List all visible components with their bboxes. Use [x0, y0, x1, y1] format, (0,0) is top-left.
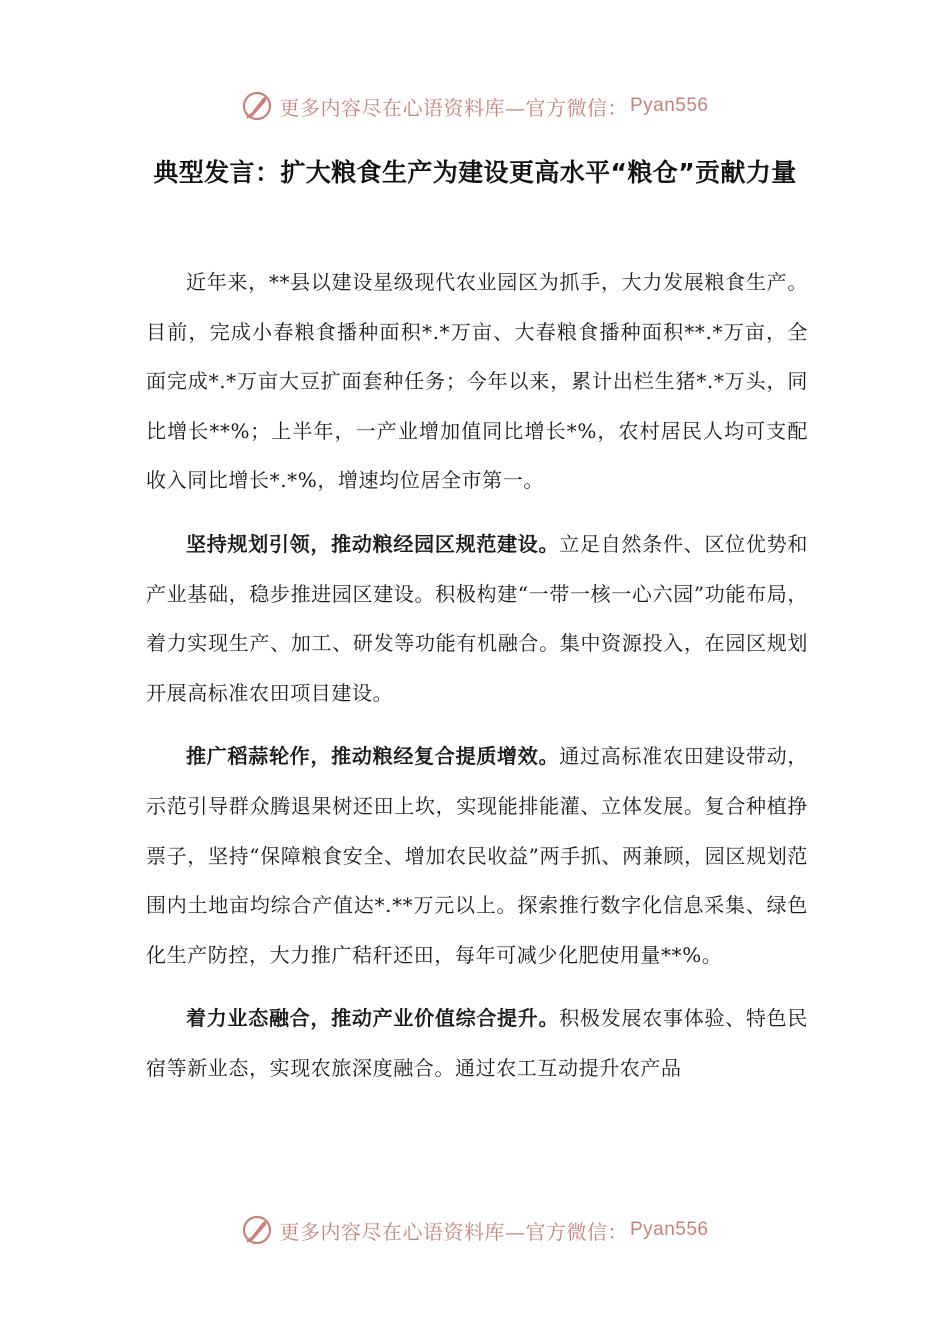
paragraph [146, 258, 808, 506]
paragraph-text: 通过高标准农田建设带动，示范引导群众腾退果树还田上坎，实现能排能灌、立体发展。复合种植挣票子，坚持“保障粮食安全、增加农民收益”两手抓、两兼顾，园区规划范围内土地亩均综合产值达*.**万元以上。探索推行数字化信息采集、绿色化生产防控，大力推广秸秆还田，每年可减少化肥使用量**%。 [146, 744, 808, 967]
watermark-text: 更多内容尽在心语资料库—官方微信： [279, 1219, 628, 1244]
paragraph [146, 732, 808, 980]
watermark-text: 更多内容尽在心语资料库—官方微信： [279, 95, 628, 120]
paragraph-lead: 推广稻蒜轮作，推动粮经复合提质增效。 [186, 744, 560, 769]
quill-pen-logo-icon [241, 1214, 273, 1246]
paragraph-text: 近年来，**县以建设星级现代农业园区为抓手，大力发展粮食生产。目前，完成小春粮食播种面积*.*万亩、大春粮食播种面积**.*万亩，全面完成*.*万亩大豆扩面套种任务；今年以来，累计出栏生猪*.*万头，同比增长**%；上半年，一产业增加值同比增长*%，农村居民人均可支配收入同比增长*.*%，增速均位居全市第一。 [146, 270, 808, 493]
paragraph-text: 立足自然条件、区位优势和产业基础，稳步推进园区建设。积极构建“一带一核一心六园”功能布局，着力实现生产、加工、研发等功能有机融合。集中资源投入，在园区规划开展高标准农田项目建设。 [146, 531, 808, 705]
footer-watermark [0, 1210, 950, 1250]
watermark-wechat-id: Pyan556 [629, 95, 709, 116]
paragraph-text: 积极发展农事体验、特色民宿等新业态，实现农旅深度融合。通过农工互动提升农产品 [146, 1006, 808, 1080]
header-watermark [0, 86, 950, 126]
watermark-wechat-id: Pyan556 [629, 1219, 709, 1240]
paragraph [146, 520, 808, 718]
paragraph-lead: 坚持规划引领，推动粮经园区规范建设。 [186, 531, 560, 556]
document-body [146, 258, 808, 1108]
paragraph-lead: 着力业态融合，推动产业价值综合提升。 [186, 1006, 560, 1031]
quill-pen-logo-icon [241, 90, 273, 122]
page-title: 典型发言：扩大粮食生产为建设更高水平“粮仓”贡献力量 [153, 158, 797, 187]
paragraph [146, 994, 808, 1093]
